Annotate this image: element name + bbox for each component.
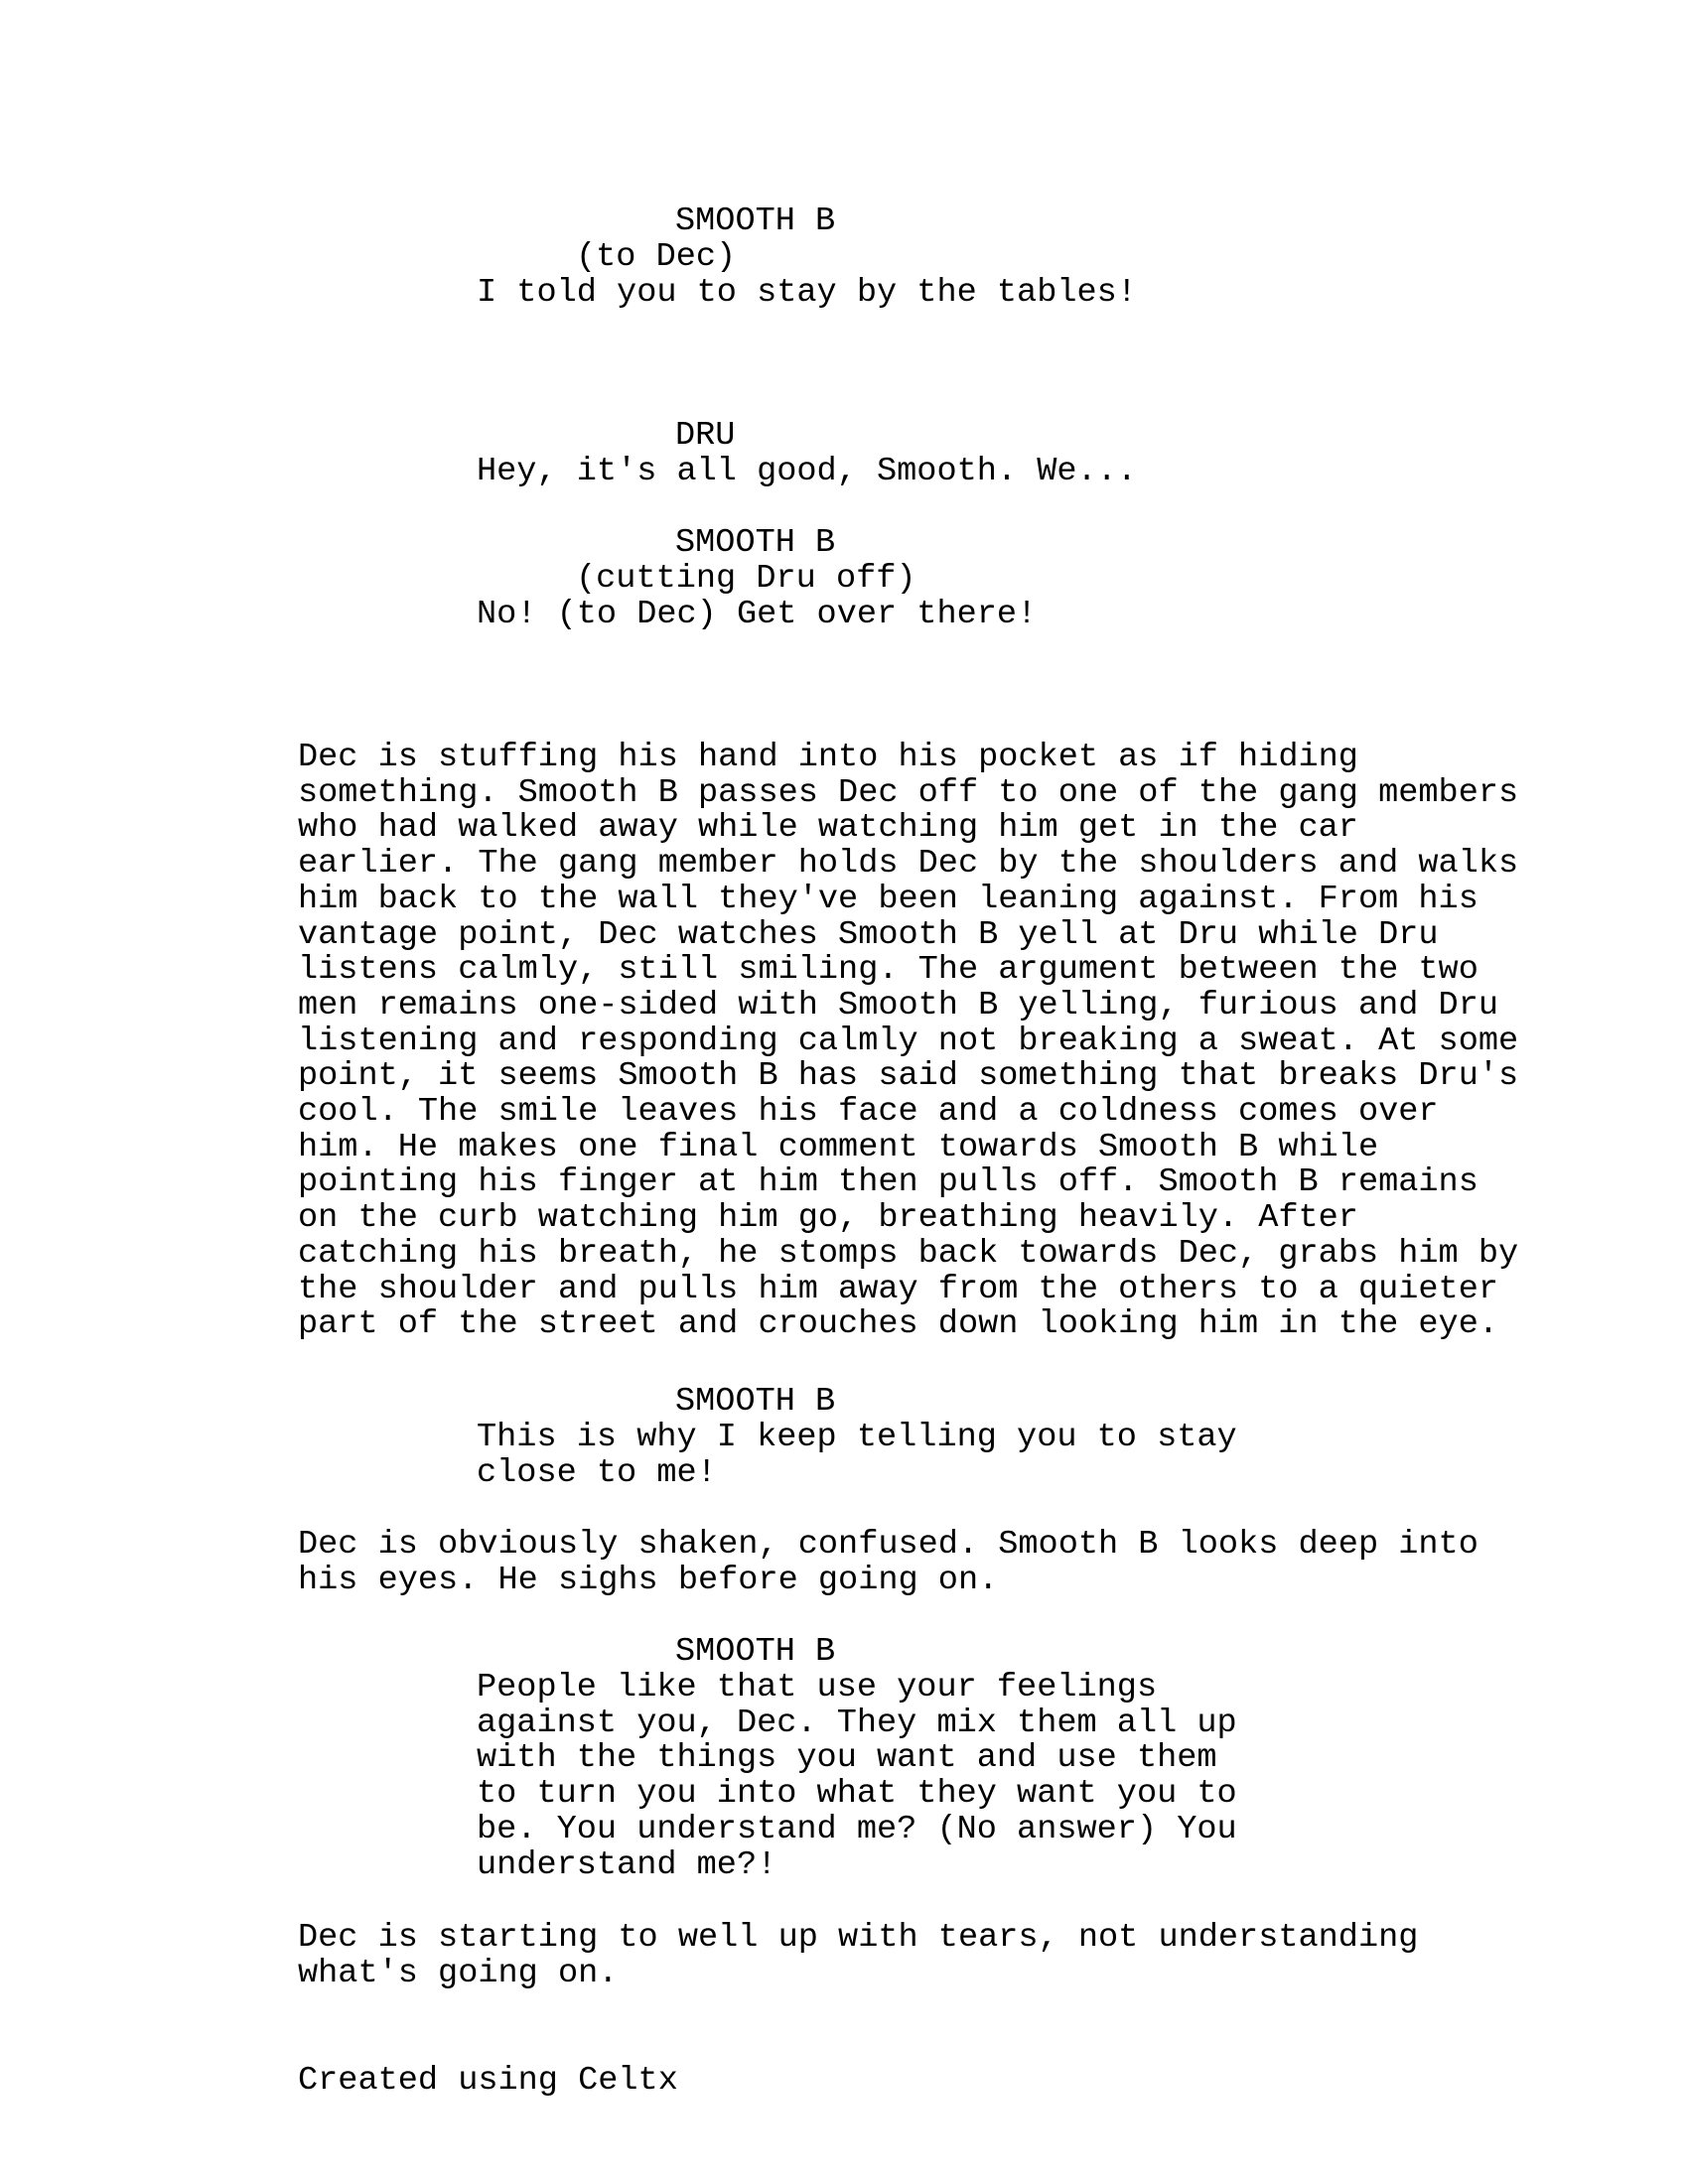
character-name: SMOOTH B: [675, 1633, 836, 1671]
dialogue: I told you to stay by the tables!: [477, 274, 1137, 312]
character-name: SMOOTH B: [675, 524, 836, 562]
character-name: SMOOTH B: [675, 1383, 836, 1421]
action-paragraph: Dec is starting to well up with tears, not understanding what's going on.: [298, 1919, 1419, 1992]
dialogue: No! (to Dec) Get over there!: [477, 596, 1038, 633]
parenthetical: (cutting Dru off): [576, 560, 916, 598]
parenthetical: (to Dec): [576, 238, 737, 276]
character-name: SMOOTH B: [675, 203, 836, 240]
dialogue: People like that use your feelings against you, Dec. They mix them all up with the things you want and use them to turn you into what they want you to be. You understand me? (No answer) You understand me?!: [477, 1669, 1237, 1884]
action-paragraph: Dec is obviously shaken, confused. Smooth B looks deep into his eyes. He sighs before going on.: [298, 1526, 1478, 1599]
dialogue: Hey, it's all good, Smooth. We...: [477, 453, 1137, 490]
action-paragraph: Dec is stuffing his hand into his pocket as if hiding something. Smooth B passes Dec off to one of the gang members who had walked away while watching him get in the car earlier. The gang member holds Dec by the shoulders and walks him back to the wall they've been leaning against. From his vantage point, Dec watches Smooth B yell at Dru while Dru listens calmly, still smiling. The argument between the two men remains one-sided with Smooth B yelling, furious and Dru listening and responding calmly not breaking a sweat. At some point, it seems Smooth B has said something that breaks Dru's cool. The smile leaves his face and a coldness comes over him. He makes one final comment towards Smooth B while pointing his finger at him then pulls off. Smooth B remains on the curb watching him go, breathing heavily. After catching his breath, he stomps back towards Dec, grabs him by the shoulder and pulls him away from the others to a quieter part of the street and crouches down looking him in the eye.: [298, 739, 1519, 1344]
character-name: DRU: [675, 417, 736, 455]
dialogue: This is why I keep telling you to stay close to me!: [477, 1419, 1237, 1492]
footer-credit: Created using Celtx: [298, 2062, 678, 2100]
